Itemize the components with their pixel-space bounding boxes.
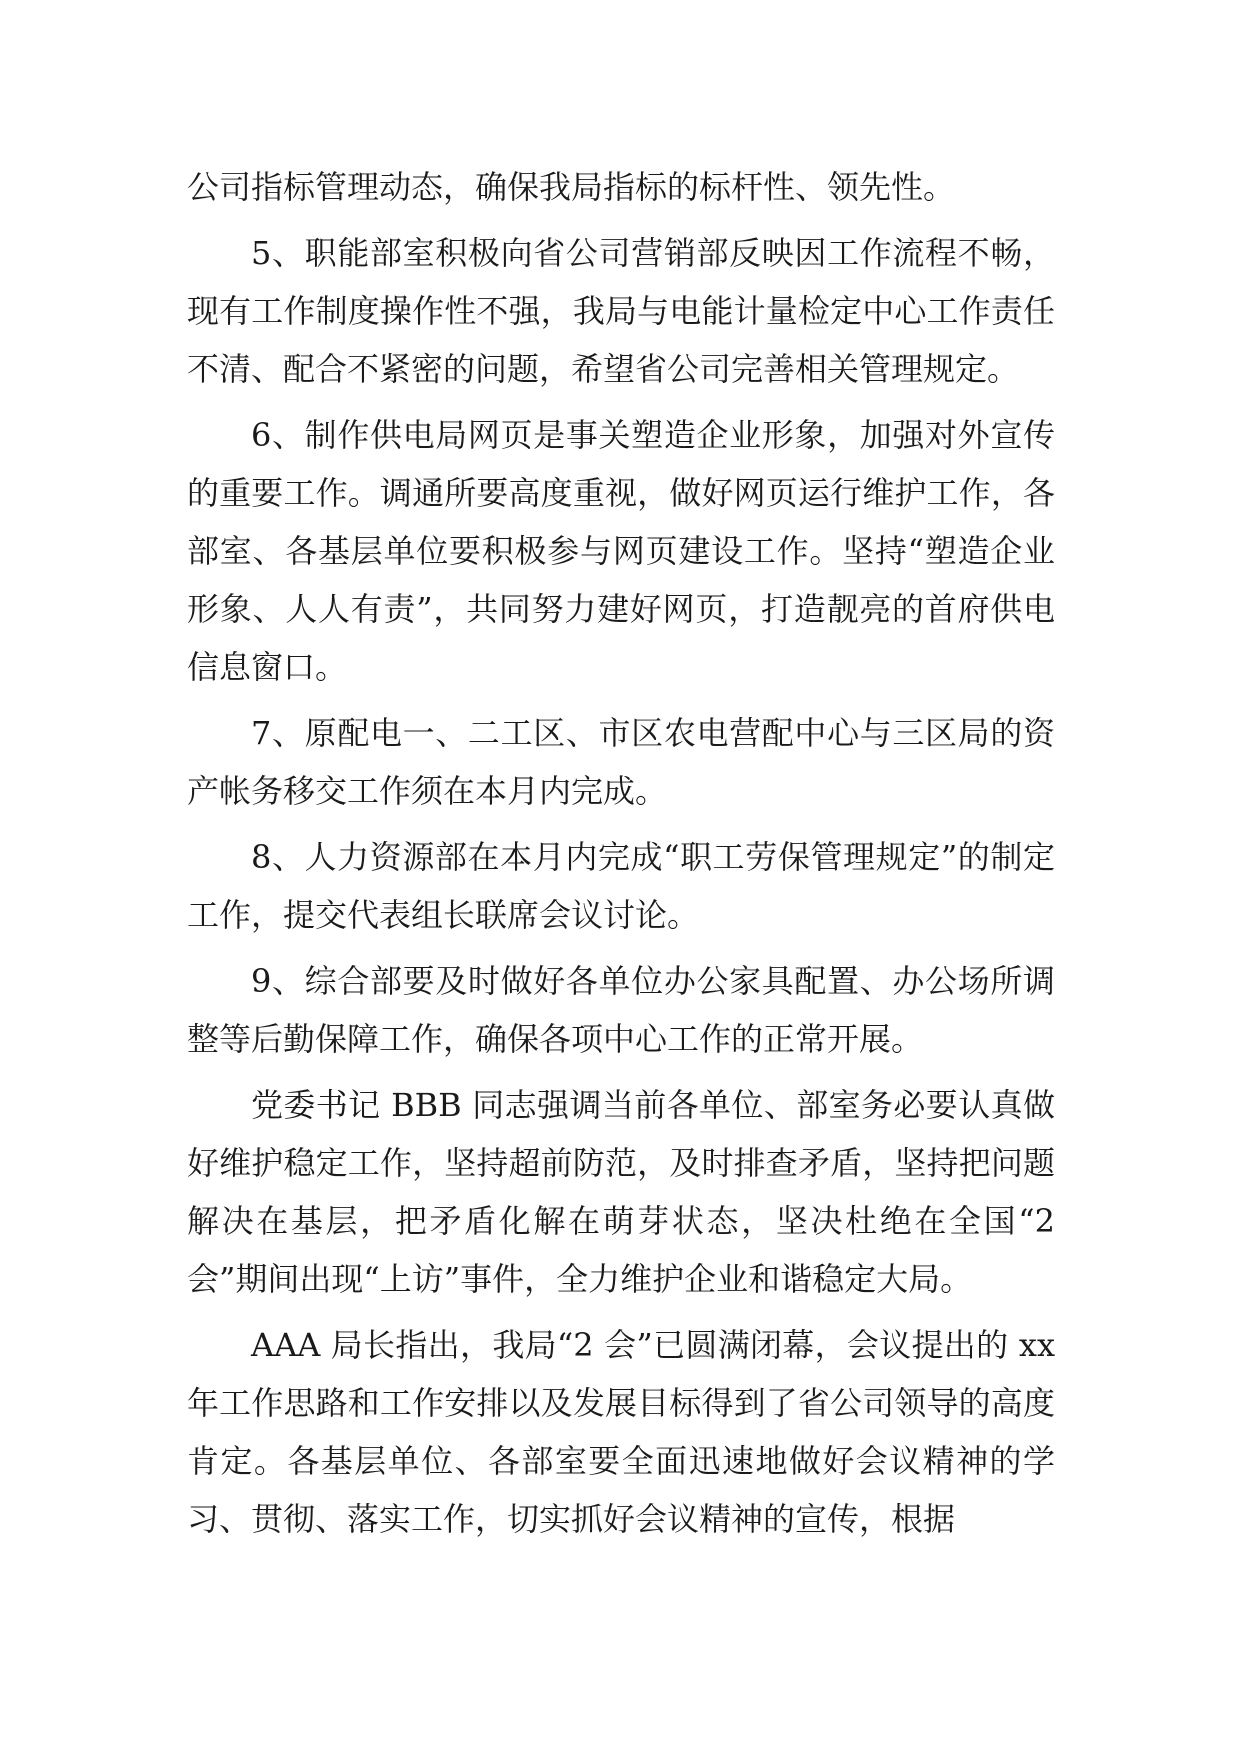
paragraph-director: AAA 局长指出，我局“2 会”已圆满闭幕，会议提出的 xx 年工作思路和工作安排以及发展目标得到了省公司领导的高度肯定。各基层单位、各部室要全面迅速地做好会议精神的学习、贯彻、落实工作，切实抓好会议精神的宣传，根据 xyxy=(187,1326,1055,1538)
paragraph-item-5: 5、职能部室积极向省公司营销部反映因工作流程不畅，现有工作制度操作性不强，我局与电能计量检定中心工作责任不清、配合不紧密的问题，希望省公司完善相关管理规定。 xyxy=(187,234,1055,388)
paragraph-continuation: 公司指标管理动态，确保我局指标的标杆性、领先性。 xyxy=(187,168,956,206)
paragraph-item-8: 8、人力资源部在本月内完成“职工劳保管理规定”的制定工作，提交代表组长联席会议讨论。 xyxy=(187,838,1055,934)
paragraph-item-9: 9、综合部要及时做好各单位办公家具配置、办公场所调整等后勤保障工作，确保各项中心工作的正常开展。 xyxy=(187,962,1055,1058)
paragraph-item-7: 7、原配电一、二工区、市区农电营配中心与三区局的资产帐务移交工作须在本月内完成。 xyxy=(187,714,1055,810)
paragraph-item-6: 6、制作供电局网页是事关塑造企业形象，加强对外宣传的重要工作。调通所要高度重视，做好网页运行维护工作，各部室、各基层单位要积极参与网页建设工作。坚持“塑造企业形象、人人有责”，共同努力建好网页，打造靓亮的首府供电信息窗口。 xyxy=(187,416,1055,686)
document-body xyxy=(187,158,1055,1548)
paragraph-party-secretary: 党委书记 BBB 同志强调当前各单位、部室务必要认真做好维护稳定工作，坚持超前防范，及时排查矛盾，坚持把问题解决在基层，把矛盾化解在萌芽状态，坚决杜绝在全国“2 会”期间出现“上访”事件，全力维护企业和谐稳定大局。 xyxy=(187,1086,1055,1298)
